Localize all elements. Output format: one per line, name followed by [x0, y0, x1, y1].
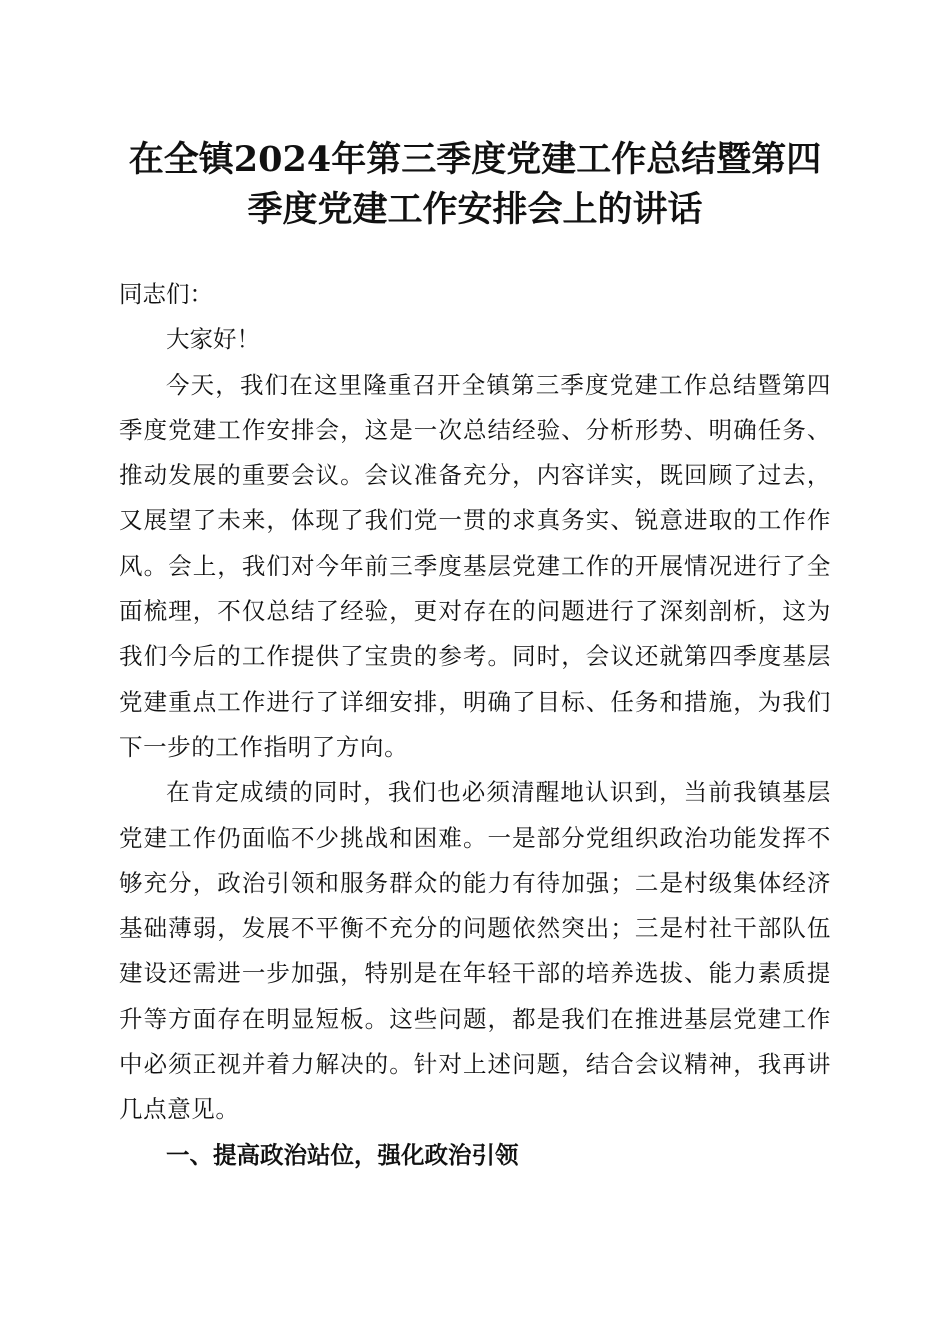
document-title — [100, 135, 850, 235]
greeting: 大家好！ — [166, 325, 260, 354]
paragraph-opening: 今天，我们在这里隆重召开全镇第三季度党建工作总结暨第四季度党建工作安排会，这是一次总结经验、分析形势、明确任务、推动发展的重要会议。会议准备充分，内容详实，既回顾了过去，又展望了未来，体现了我们党一贯的求真务实、锐意进取的工作作风。会上，我们对今年前三季度基层党建工作的开展情况进行了全面梳理，不仅总结了经验，更对存在的问题进行了深刻剖析，这为我们今后的工作提供了宝贵的参考。同时，会议还就第四季度基层党建重点工作进行了详细安排，明确了目标、任务和措施，为我们下一步的工作指明了方向。 — [119, 370, 831, 761]
salutation: 同志们： — [119, 280, 213, 308]
section-heading-1: 一、提高政治站位，强化政治引领 — [166, 1140, 519, 1169]
title-line-1: 在全镇2024年第三季度党建工作总结暨第四 — [128, 139, 822, 180]
title-line-2: 季度党建工作安排会上的讲话 — [247, 189, 703, 230]
paragraph-problems: 在肯定成绩的同时，我们也必须清醒地认识到，当前我镇基层党建工作仍面临不少挑战和困难。一是部分党组织政治功能发挥不够充分，政治引领和服务群众的能力有待加强；二是村级集体经济基础薄弱，发展不平衡不充分的问题依然突出；三是村社干部队伍建设还需进一步加强，特别是在年轻干部的培养选拔、能力素质提升等方面存在明显短板。这些问题，都是我们在推进基层党建工作中必须正视并着力解决的。针对上述问题，结合会议精神，我再讲几点意见。 — [119, 778, 831, 1124]
document-body — [119, 272, 831, 1178]
